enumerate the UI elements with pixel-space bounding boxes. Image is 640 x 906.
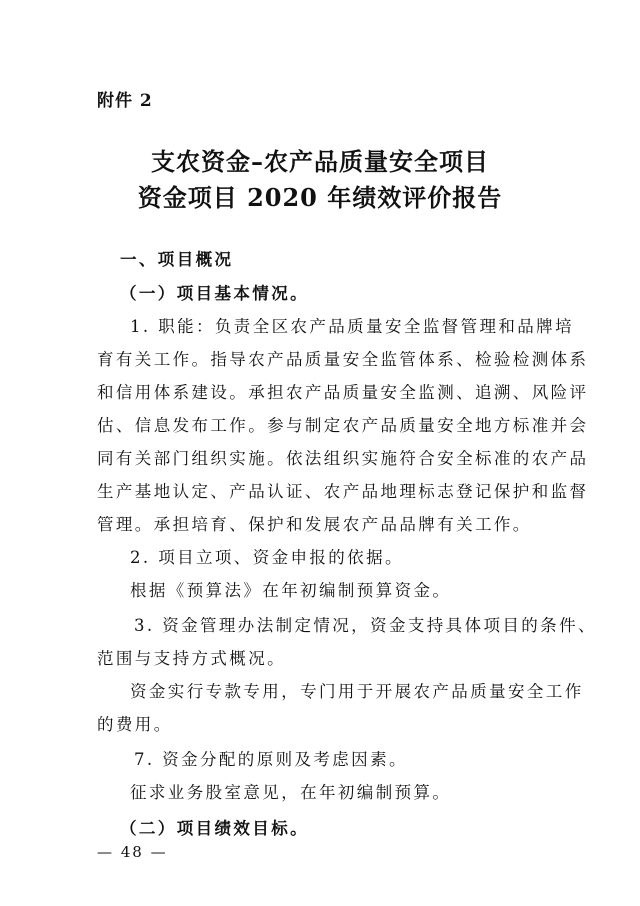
paragraph-line: 估、信息发布工作。参与制定农产品质量安全地方标准并会 — [97, 416, 589, 435]
paragraph-line: 范围与支持方式概况。 — [97, 649, 286, 668]
paragraph-line: 根据《预算法》在年初编制预算资金。 — [130, 581, 452, 600]
paragraph-line: 7. 资金分配的原则及考虑因素。 — [134, 750, 408, 769]
paragraph-line: 生产基地认定、产品认证、农产品地理标志登记保护和监督 — [97, 482, 589, 501]
report-title-line-1: 支农资金–农产品质量安全项目 — [151, 147, 489, 176]
paragraph-line: 资金实行专款专用，专门用于开展农产品质量安全工作 — [130, 682, 584, 701]
page-number: — 48 — — [97, 843, 168, 861]
subsection-heading-performance-goals: （二）项目绩效目标。 — [120, 819, 309, 838]
paragraph-line: 管理。承担培育、保护和发展农产品品牌有关工作。 — [97, 515, 532, 534]
paragraph-line: 2. 项目立项、资金申报的依据。 — [130, 548, 404, 567]
attachment-label: 附件 2 — [97, 91, 153, 111]
section-heading-overview: 一、项目概况 — [120, 250, 234, 269]
report-title-line-2: 资金项目 2020 年绩效评价报告 — [137, 183, 503, 212]
subsection-heading-basic-info: （一）项目基本情况。 — [120, 284, 309, 303]
paragraph-line: 征求业务股室意见，在年初编制预算。 — [130, 783, 452, 802]
paragraph-line: 同有关部门组织实施。依法组织实施符合安全标准的农产品 — [97, 449, 589, 468]
paragraph-line: 育有关工作。指导农产品质量安全监管体系、检验检测体系 — [97, 350, 589, 369]
paragraph-line: 1. 职能：负责全区农产品质量安全监督管理和品牌培 — [130, 317, 574, 336]
paragraph-line: 3. 资金管理办法制定情况，资金支持具体项目的条件、 — [134, 616, 597, 635]
paragraph-line: 的费用。 — [97, 715, 173, 734]
paragraph-line: 和信用体系建设。承担农产品质量安全监测、追溯、风险评 — [97, 383, 589, 402]
